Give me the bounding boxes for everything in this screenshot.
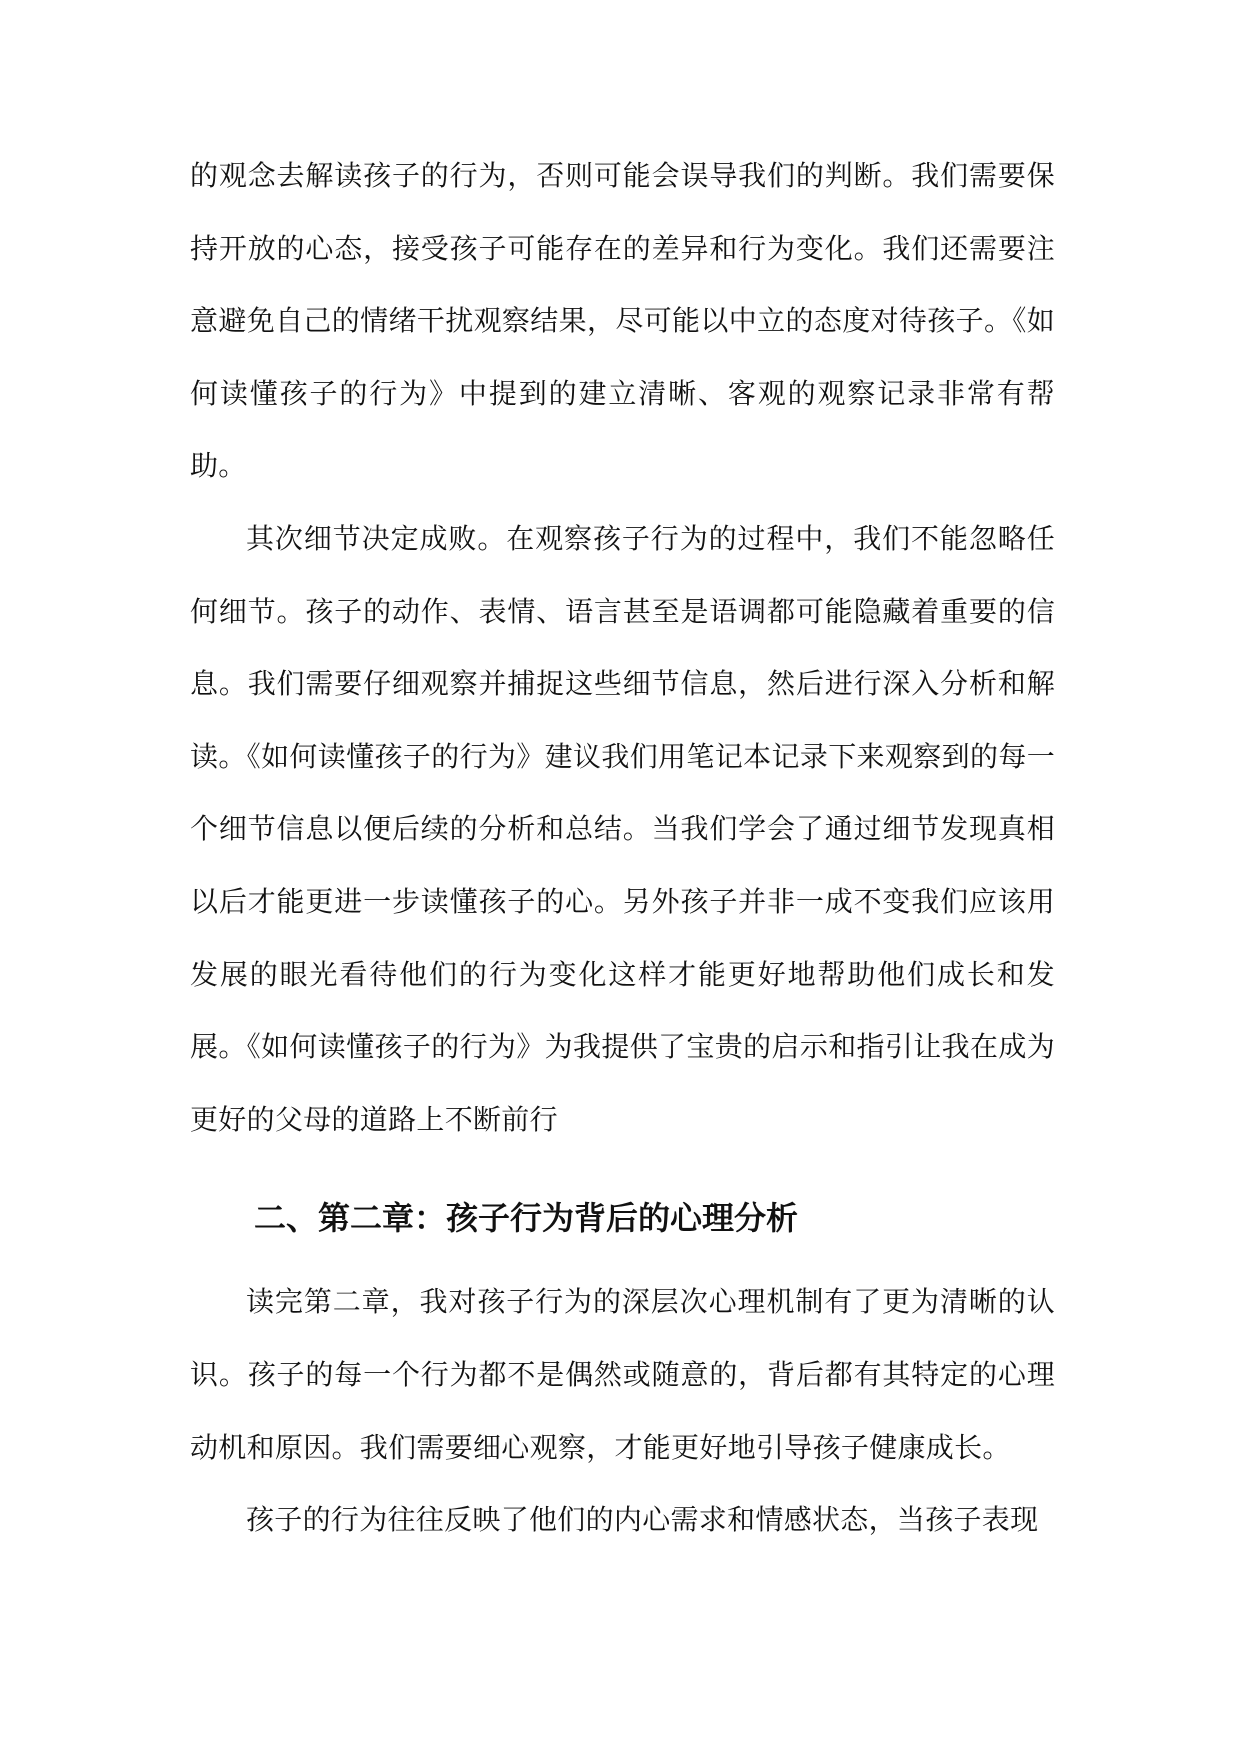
paragraph-details-matter: 其次细节决定成败。在观察孩子行为的过程中，我们不能忽略任何细节。孩子的动作、表情、语言甚至是语调都可能隐藏着重要的信息。我们需要仔细观察并捕捉这些细节信息，然后进行深入分析和解读。《如何读懂孩子的行为》建议我们用笔记本记录下来观察到的每一个细节信息以便后续的分析和总结。当我们学会了通过细节发现真相以后才能更进一步读懂孩子的心。另外孩子并非一成不变我们应该用发展的眼光看待他们的行为变化这样才能更好地帮助他们成长和发展。《如何读懂孩子的行为》为我提供了宝贵的启示和指引让我在成为更好的父母的道路上不断前行 xyxy=(190,521,1055,1136)
document-body xyxy=(190,140,1055,1557)
paragraph-inner-needs: 孩子的行为往往反映了他们的内心需求和情感状态，当孩子表现 xyxy=(246,1503,1039,1537)
chapter-heading: 二、第二章：孩子行为背后的心理分析 xyxy=(254,1199,799,1238)
paragraph-chapter-two-reflection: 读完第二章，我对孩子行为的深层次心理机制有了更为清晰的认识。孩子的每一个行为都不是偶然或随意的，背后都有其特定的心理动机和原因。我们需要细心观察，才能更好地引导孩子健康成长。 xyxy=(190,1285,1055,1464)
paragraph-observation-neutrality: 的观念去解读孩子的行为，否则可能会误导我们的判断。我们需要保持开放的心态，接受孩子可能存在的差异和行为变化。我们还需要注意避免自己的情绪干扰观察结果，尽可能以中立的态度对待孩子。《如何读懂孩子的行为》中提到的建立清晰、客观的观察记录非常有帮助。 xyxy=(190,159,1055,483)
